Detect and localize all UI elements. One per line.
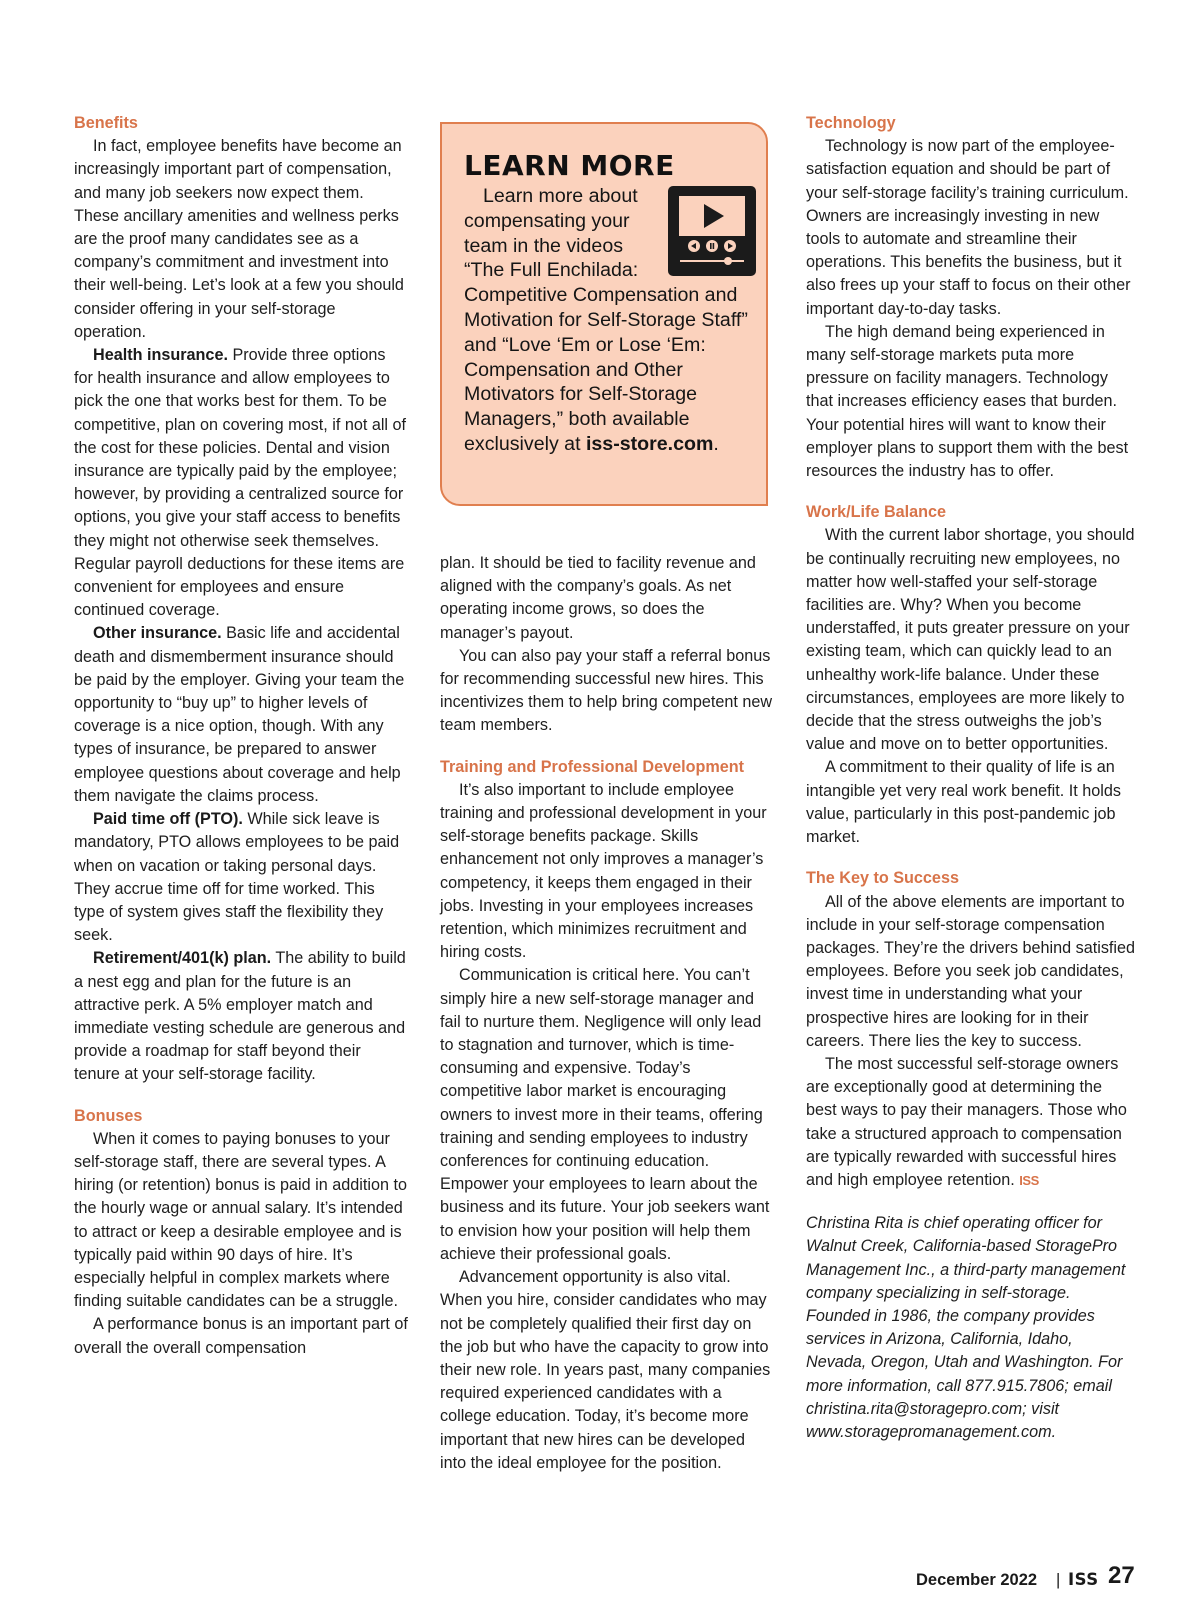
training-paragraph-1: It’s also important to include employee training and professional development in your self-storage benefits package. Skills enhancement not only improves a manager’s competency, it keeps them engaged in their jobs. Investing in your employees increases retention, which minimizes recruitment and hiring costs.	[440, 780, 767, 962]
technology-heading: Technology	[806, 114, 896, 132]
benefits-heading: Benefits	[74, 114, 138, 132]
referral-bonus-paragraph: You can also pay your staff a referral bonus for recommending successful new hires. This incentivizes them to help bring competent new team members.	[440, 646, 773, 735]
health-insurance-text: Provide three options for health insurance and allow employees to pick the one that works best for them. To be competitive, plan on covering most, if not all of the cost for these policies. Dental and vision insurance are typically paid by the employee; however, by providing a centralized source for options, you give your staff access to benefits they might not otherwise seek themselves. Regular payroll deductions for these items are convenient for employees and ensure continued coverage.	[74, 346, 407, 620]
retirement-paragraph	[74, 947, 408, 1086]
issue-date: December 2022	[916, 1571, 1038, 1589]
author-bio: Christina Rita is chief operating officer for Walnut Creek, California-based StoragePro Management Inc., a third-party management company specializing in self-storage. Founded in 1986, the company provides services in Arizona, California, Idaho, Nevada, Oregon, Utah and Washington. For more information, call 877.915.7806; email christina.rita@storagepro.com; visit www.storagepromanagement.com.	[806, 1214, 1126, 1441]
retirement-label: Retirement/401(k) plan.	[93, 949, 272, 968]
work-life-paragraph-2: A commitment to their quality of life is an intangible yet very real work benefit. It holds value, particularly in this post-pandemic job market.	[806, 758, 1121, 847]
learn-more-title: LEARN MORE	[464, 149, 675, 182]
training-heading: Training and Professional Development	[440, 757, 745, 776]
pto-paragraph	[74, 808, 408, 947]
technology-paragraph-2: The high demand being experienced in many self-storage markets puta more pressure on facility managers. Technology that increases efficiency eases that burden. Your potential hires will want to know their employer plans to support them with the best resources the industry has to offer.	[806, 322, 1129, 481]
key-to-success-paragraph-2	[806, 1053, 1136, 1192]
iss-store-link[interactable]: iss-store.com	[585, 432, 714, 455]
performance-bonus-continued: plan. It should be tied to facility revenue and aligned with the company’s goals. As net operating income grows, so does the manager’s payout.	[440, 554, 756, 642]
work-life-paragraph-1: With the current labor shortage, you should be continually recruiting new employees, no matter how well-staffed your self-storage facilities are. Why? When you become understaffed, it puts greater pressure on your existing team, which can quickly lead to an unhealthy work-life balance. Under these circumstances, employees are more likely to decide that the stress outweighs the job’s value and move on to better opportunities.	[806, 526, 1135, 754]
retirement-text: The ability to build a nest egg and plan for the future is an attractive perk. A 5% employer match and immediate vesting schedule are generous and provide a roadmap for staff beyond their tenure at your self-storage facility.	[74, 949, 406, 1084]
bonuses-paragraph-1: When it comes to paying bonuses to your self-storage staff, there are several types. A hiring (or retention) bonus is paid in addition to the hourly wage or annual salary. It’s intended to attract or keep a desirable employee and is typically paid within 90 days of hire. It’s especially helpful in complex markets where finding suitable candidates can be a struggle.	[74, 1129, 407, 1311]
benefits-paragraph: In fact, employee benefits have become an increasingly important part of compensation, and many job seekers now expect them. These ancillary amenities and wellness perks are the proof many candidates see as a company’s commitment and investment into their well-being. Let’s look at a few you should consider offering in your self-storage operation.	[74, 137, 404, 341]
pto-text: While sick leave is mandatory, PTO allows employees to be paid when on vacation or taking personal days. They accrue time off for time worked. This type of system gives staff the flexibility they seek.	[74, 810, 400, 945]
training-paragraph-3: Advancement opportunity is also vital. When you hire, consider candidates who may not be completely qualified their first day on the job but who have the capacity to grow into their new role. In years past, many companies required experienced candidates with a college education. Today, it’s become more important that new hires can be developed into the ideal employee for the position.	[440, 1268, 771, 1472]
other-insurance-label: Other insurance.	[93, 624, 222, 643]
health-insurance-label: Health insurance.	[93, 346, 228, 365]
training-paragraph-2: Communication is critical here. You can’t simply hire a new self-storage manager and fail to nurture them. Negligence will only lead to stagnation and turnover, which is time-consuming and expensive. Today’s competitive labor market is encouraging owners to invest more in their teams, offering training and sending employees to industry conferences for continuing education. Empower your employees to learn about the business and its future. Your job seekers want to envision how your position will help them achieve their professional goals.	[440, 966, 770, 1263]
bonuses-heading: Bonuses	[74, 1106, 143, 1125]
key-to-success-heading: The Key to Success	[806, 869, 959, 888]
footer-separator: |	[1056, 1571, 1061, 1589]
column-1	[74, 112, 408, 1360]
column-3	[806, 112, 1136, 1444]
video-player-icon	[666, 184, 758, 278]
other-insurance-paragraph	[74, 622, 408, 808]
page-footer	[916, 1562, 1144, 1594]
learn-more-description: Learn more about compensating your team in the videos “The Full Enchilada: Competitive Compensation and Motivation for Self-Storage Staff” and “Love ‘Em or Lose ‘Em: Compensation and Other Motivators for Self-Storage Managers,” both available exclusively at	[464, 185, 748, 455]
pto-label: Paid time off (PTO).	[93, 810, 243, 829]
magazine-name: ISS	[1068, 1570, 1099, 1589]
page-number: 27	[1108, 1562, 1135, 1589]
work-life-heading: Work/Life Balance	[806, 503, 947, 522]
other-insurance-text: Basic life and accidental death and dismemberment insurance should be paid by the employer. Giving your team the opportunity to “buy up” to higher levels of coverage is a nice option, though. With any types of insurance, be prepared to answer employee questions about coverage and help them navigate the claims process.	[74, 624, 405, 805]
learn-more-period: .	[713, 432, 719, 455]
key-to-success-paragraph-1: All of the above elements are important to include in your self-storage compensation packages. They’re the drivers behind satisfied employees. Before you seek job candidates, invest time in understanding what your prospective hires are looking for in their careers. There lies the key to success.	[806, 892, 1136, 1050]
iss-end-mark: ISS	[1019, 1172, 1039, 1188]
learn-more-box	[440, 122, 768, 506]
key-to-success-text: The most successful self-storage owners are exceptionally good at determining the best ways to pay their managers. Those who take a structured approach to compensation are typically rewarded with successful hires and high employee retention.	[806, 1054, 1127, 1189]
column-2	[440, 552, 774, 1475]
health-insurance-paragraph	[74, 344, 408, 622]
learn-more-text	[464, 184, 762, 457]
bonuses-paragraph-2: A performance bonus is an important part of overall the overall compensation	[74, 1315, 408, 1357]
technology-paragraph-1: Technology is now part of the employee-satisfaction equation and should be part of your self-storage facility’s training curriculum. Owners are increasingly investing in new tools to automate and streamline their operations. This benefits the business, but it also frees up your staff to focus on their other important day-to-day tasks.	[806, 137, 1131, 318]
